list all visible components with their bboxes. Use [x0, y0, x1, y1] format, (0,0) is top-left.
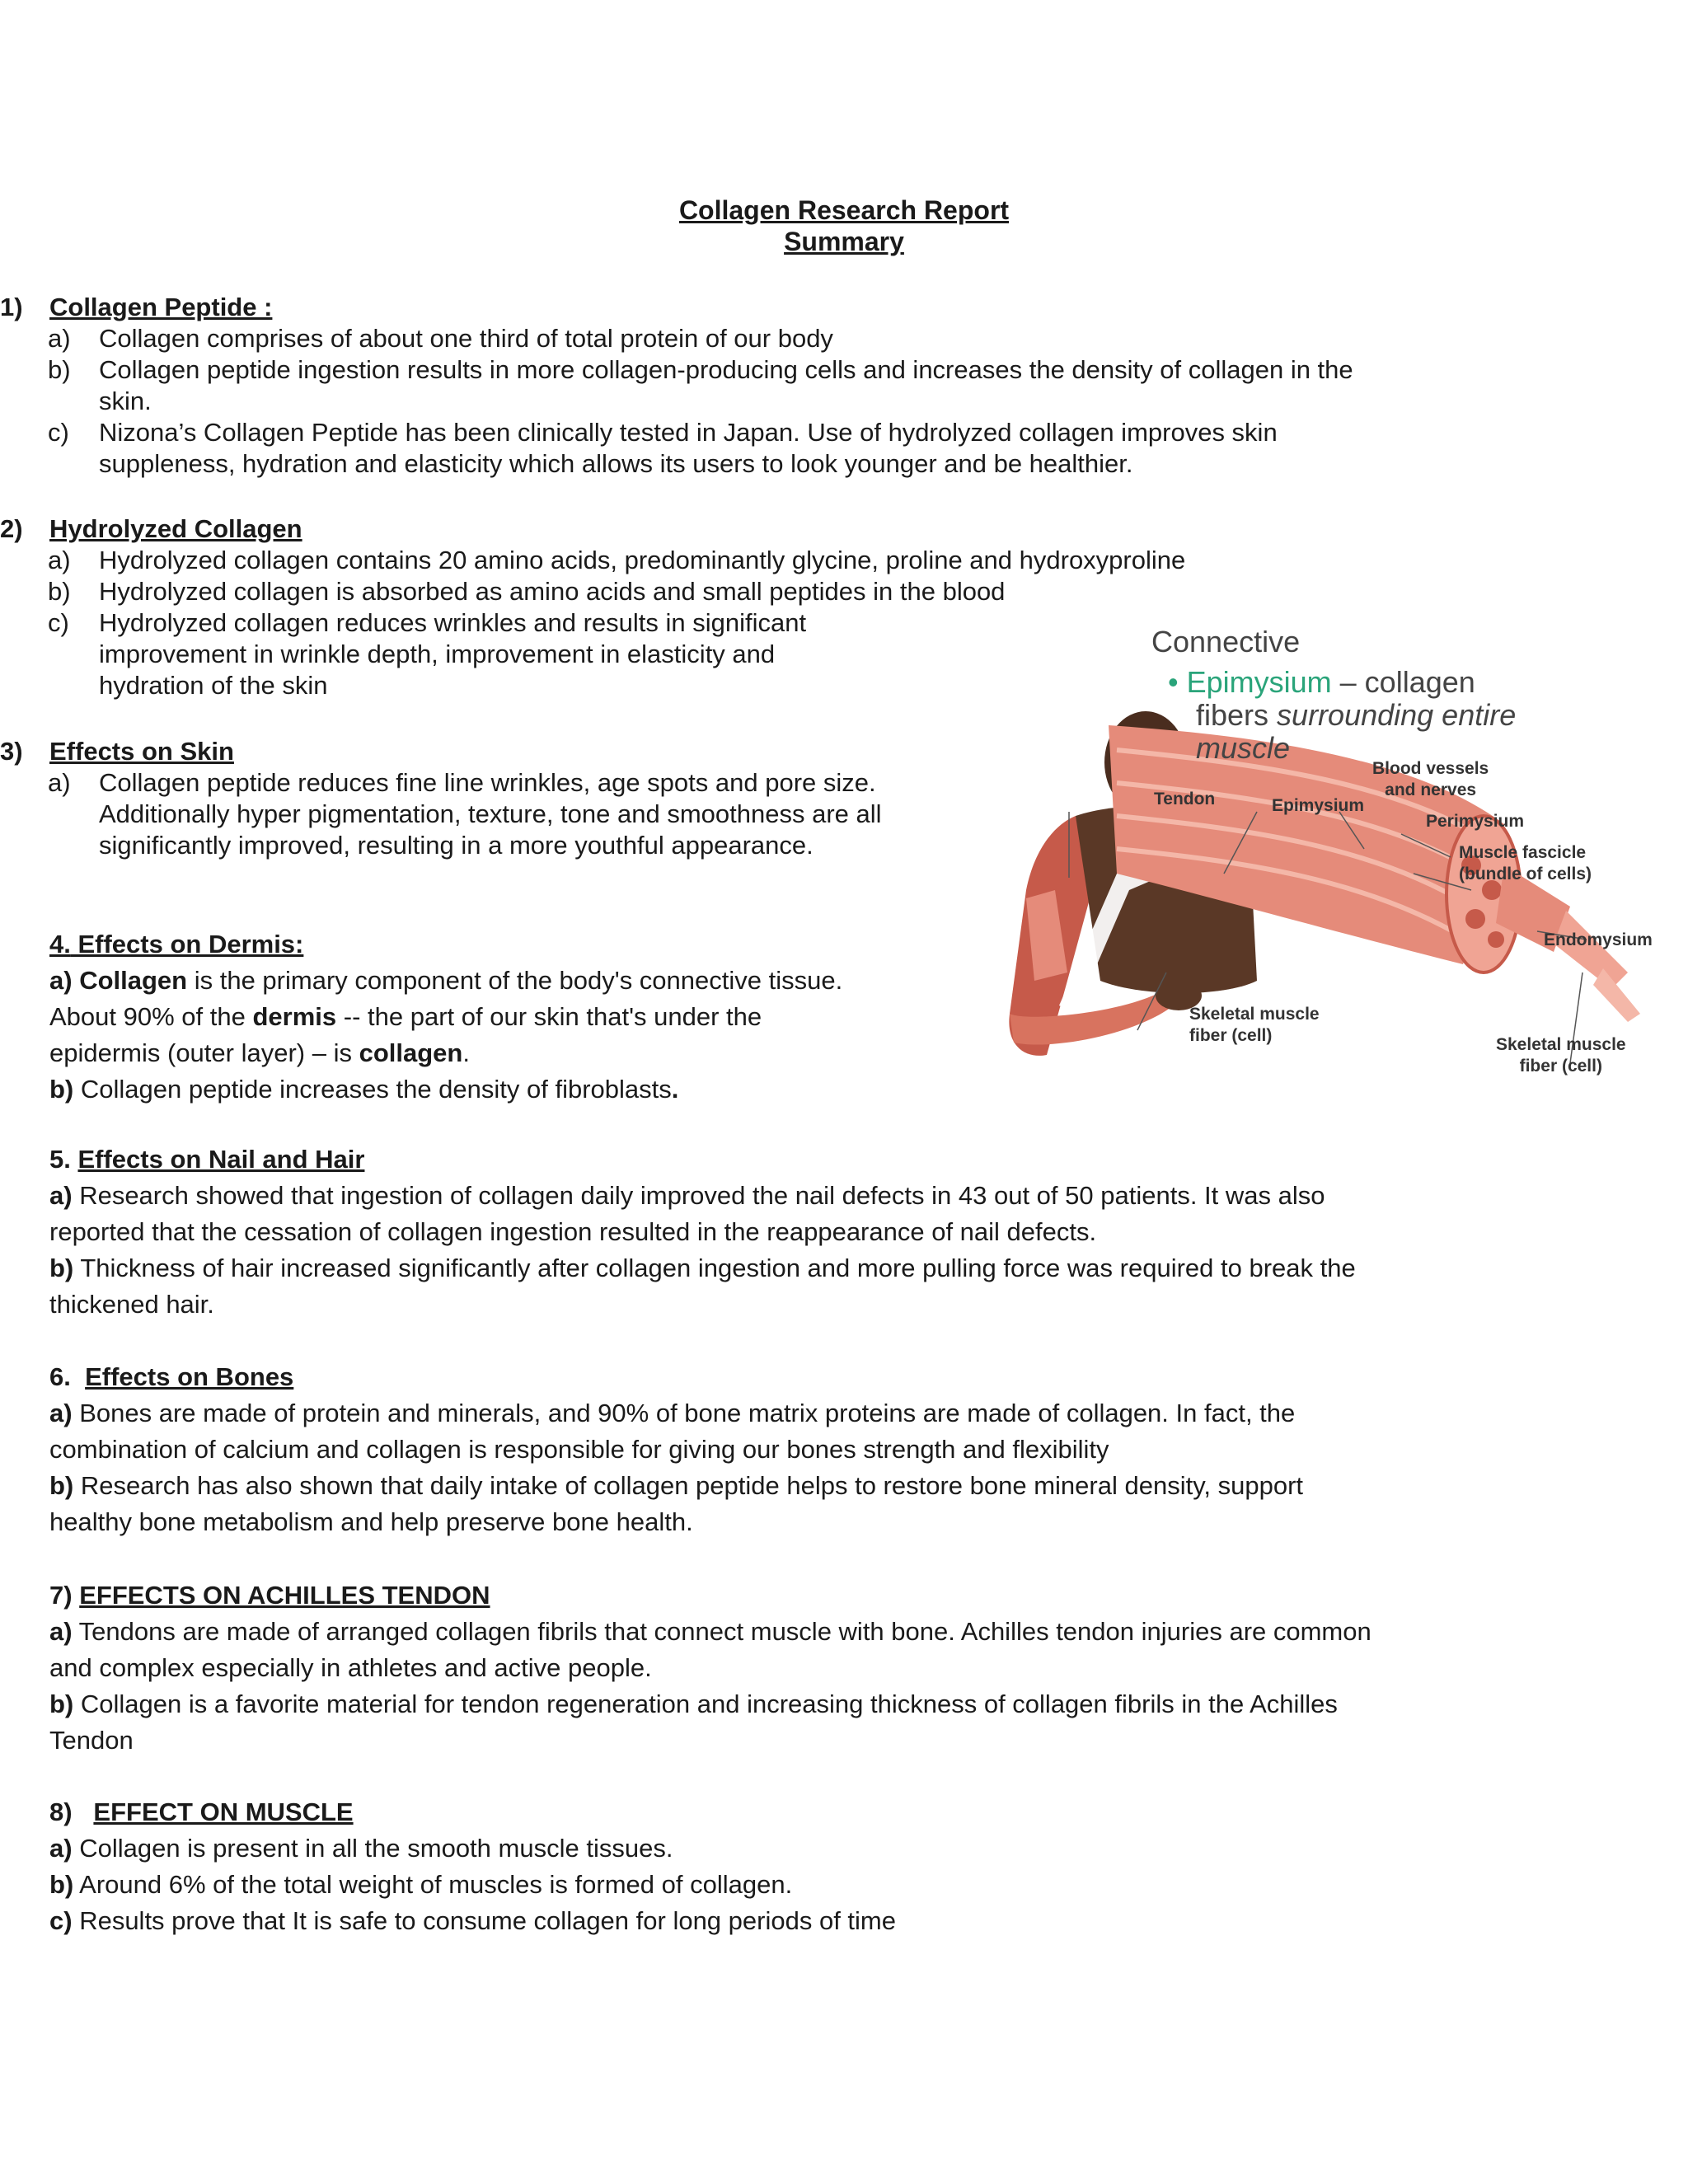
label-text: (bundle of cells) [1459, 865, 1592, 883]
paragraph-line: and complex especially in athletes and active people. [49, 1653, 652, 1682]
item-letter: b) [49, 1471, 74, 1500]
section-number: 7) [49, 1581, 73, 1610]
section-number: 1) [0, 293, 23, 321]
paragraph-text: Tendons are made of arranged collagen fibrils that connect muscle with bone. Achilles tendon injuries are common [72, 1617, 1372, 1646]
paragraph-line [49, 1178, 1533, 1214]
item-letter: c) [48, 418, 69, 447]
label-text: Skeletal muscle [1189, 1005, 1320, 1024]
paragraph-line: combination of calcium and collagen is responsible for giving our bones strength and flexibility [49, 1435, 1109, 1464]
item-text: Hydrolyzed collagen is absorbed as amino acids and small peptides in the blood [99, 577, 1006, 606]
section-number: 6. [49, 1362, 71, 1391]
section-effect-on-muscle [49, 1794, 1533, 1939]
section-number: 3) [0, 737, 23, 766]
report-title-block [0, 194, 1688, 257]
paragraph-text: Around 6% of the total weight of muscles is formed of collagen. [73, 1870, 793, 1899]
paragraph-text: epidermis (outer layer) – is [49, 1038, 359, 1067]
label-text: Blood vessels [1372, 759, 1489, 778]
paragraph-line [49, 1686, 1533, 1722]
section-effects-on-nail-hair [49, 1141, 1533, 1323]
bold-term: dermis [252, 1002, 337, 1031]
epimysium-term: Epimysium [1186, 665, 1332, 699]
paragraph-text: Research showed that ingestion of collagen daily improved the nail defects in 43 out of 50 patients. It was also [72, 1181, 1325, 1210]
section-heading [49, 1359, 1533, 1395]
caption-text: – collagen [1331, 665, 1475, 699]
report-title: Collagen Research Report [678, 195, 1010, 225]
section-heading [0, 513, 1566, 545]
paragraph-line [49, 1867, 1533, 1903]
section-title: Collagen Peptide : [49, 293, 273, 321]
label-epimysium: Epimysium [1272, 796, 1365, 815]
item-letter: a) [49, 1399, 73, 1427]
section-title: EFFECTS ON ACHILLES TENDON [79, 1581, 490, 1610]
paragraph-text: Results prove that It is safe to consume collagen for long periods of time [72, 1906, 896, 1935]
paragraph-text: Collagen is a favorite material for tendon regeneration and increasing thickness of collagen fibrils in the Achilles [73, 1690, 1338, 1718]
item-letter: a) [49, 1181, 73, 1210]
section-heading [0, 292, 1566, 323]
report-subtitle: Summary [784, 227, 904, 256]
section-heading [49, 1577, 1533, 1614]
item-letter: b) [49, 1870, 74, 1899]
paragraph-line [49, 1830, 1533, 1867]
paragraph-text: Thickness of hair increased significantly after collagen ingestion and more pulling force was required to break the [73, 1254, 1356, 1282]
paragraph-line [49, 1250, 1533, 1286]
item-text: Collagen peptide ingestion results in more collagen-producing cells and increases the density of collagen in the [99, 355, 1353, 384]
item-letter: a) [48, 768, 71, 797]
paragraph-text: Research has also shown that daily intake of collagen peptide helps to restore bone mineral density, support [73, 1471, 1304, 1500]
section-title: Effects on Nail and Hair [77, 1145, 365, 1174]
label-tendon: Tendon [1154, 790, 1216, 808]
label-blood-vessels [1372, 758, 1489, 801]
paragraph-text: is the primary component of the body's connective tissue. [187, 966, 843, 995]
item-letter: b) [49, 1075, 74, 1104]
section-heading [49, 1141, 1533, 1178]
section-effects-on-achilles-tendon [49, 1577, 1533, 1759]
item-letter: a) [48, 546, 71, 574]
label-text: Skeletal muscle [1496, 1035, 1626, 1054]
label-text: fiber (cell) [1189, 1026, 1273, 1045]
section-number: 5. [49, 1145, 71, 1174]
item-letter: c) [49, 1906, 73, 1935]
paragraph-line: thickened hair. [49, 1290, 214, 1319]
item-letter: b) [48, 355, 71, 384]
bold-term: collagen [359, 1038, 463, 1067]
list-item [0, 545, 1566, 576]
label-text: and nerves [1385, 780, 1477, 799]
figure-title: Connective [1151, 625, 1301, 658]
paragraph-line: reported that the cessation of collagen ingestion resulted in the reappearance of nail defects. [49, 1217, 1097, 1246]
section-effects-on-bones [49, 1359, 1533, 1540]
section-heading [49, 1794, 1533, 1830]
item-text: Collagen comprises of about one third of total protein of our body [99, 324, 833, 353]
paragraph-line [49, 1395, 1533, 1432]
bold-term: . [671, 1075, 679, 1104]
list-item [0, 417, 1566, 480]
bold-term: Collagen [79, 966, 188, 995]
label-endomysium: Endomysium [1544, 930, 1653, 949]
label-skeletal-fiber-left [1189, 1004, 1320, 1047]
item-letter: c) [48, 608, 69, 637]
item-text: Nizona’s Collagen Peptide has been clinically tested in Japan. Use of hydrolyzed collagen improves skin [99, 418, 1278, 447]
label-text: Muscle fascicle [1459, 843, 1587, 862]
label-text: fiber (cell) [1519, 1057, 1602, 1076]
paragraph-line [49, 1614, 1533, 1650]
paragraph-text: . [462, 1038, 470, 1067]
item-letter: a) [48, 324, 71, 353]
label-muscle-fascicle [1459, 842, 1592, 885]
section-collagen-peptide [0, 292, 1566, 480]
section-number: 2) [0, 514, 23, 543]
item-text: significantly improved, resulting in a more youthful appearance. [99, 831, 814, 860]
paragraph-text: Collagen peptide increases the density of fibroblasts [73, 1075, 672, 1104]
item-text: skin. [99, 387, 152, 415]
item-text: Collagen peptide reduces fine line wrinkles, age spots and pore size. [99, 768, 876, 797]
label-perimysium: Perimysium [1426, 812, 1525, 831]
caption-text: fibers [1196, 698, 1278, 732]
paragraph-line: Tendon [49, 1726, 134, 1755]
caption-text: muscle [1196, 731, 1291, 765]
item-text: Hydrolyzed collagen reduces wrinkles and results in significant [99, 608, 807, 637]
section-title: Effects on Dermis: [70, 930, 304, 958]
section-title: Hydrolyzed Collagen [49, 514, 302, 543]
list-item [0, 323, 1566, 354]
item-letter: a) [49, 1834, 73, 1863]
section-number: 4. [49, 930, 71, 958]
label-skeletal-fiber-right [1496, 1034, 1626, 1077]
item-letter: a) [49, 966, 73, 995]
item-text: suppleness, hydration and elasticity which allows its users to look younger and be healthier. [99, 449, 1133, 478]
item-letter: b) [48, 577, 71, 606]
section-title: Effects on Skin [49, 737, 234, 766]
caption-text: surrounding entire [1277, 698, 1517, 732]
paragraph-text: Collagen is present in all the smooth muscle tissues. [72, 1834, 673, 1863]
muscle-anatomy-figure [977, 626, 1677, 1113]
list-item [0, 576, 1566, 607]
item-text: improvement in wrinkle depth, improvement in elasticity and [99, 640, 776, 668]
figure-epimysium-caption [1168, 666, 1516, 765]
paragraph-line [49, 1468, 1533, 1504]
item-letter: b) [49, 1690, 74, 1718]
section-number: 8) [49, 1797, 73, 1826]
list-item [0, 354, 1566, 417]
section-title: EFFECT ON MUSCLE [93, 1797, 354, 1826]
item-letter: a) [49, 1617, 73, 1646]
section-title: Effects on Bones [85, 1362, 294, 1391]
paragraph-text: About 90% of the [49, 1002, 253, 1031]
paragraph-line [49, 1903, 1533, 1939]
item-text: Additionally hyper pigmentation, texture, tone and smoothness are all [99, 799, 882, 828]
item-text: Hydrolyzed collagen contains 20 amino acids, predominantly glycine, proline and hydroxyproline [99, 546, 1186, 574]
item-letter: b) [49, 1254, 74, 1282]
paragraph-line: healthy bone metabolism and help preserve bone health. [49, 1507, 693, 1536]
paragraph-text: Bones are made of protein and minerals, and 90% of bone matrix proteins are made of collagen. In fact, the [72, 1399, 1296, 1427]
paragraph-text: -- the part of our skin that's under the [336, 1002, 762, 1031]
item-text: hydration of the skin [99, 671, 328, 700]
bullet-icon: • [1168, 665, 1179, 699]
